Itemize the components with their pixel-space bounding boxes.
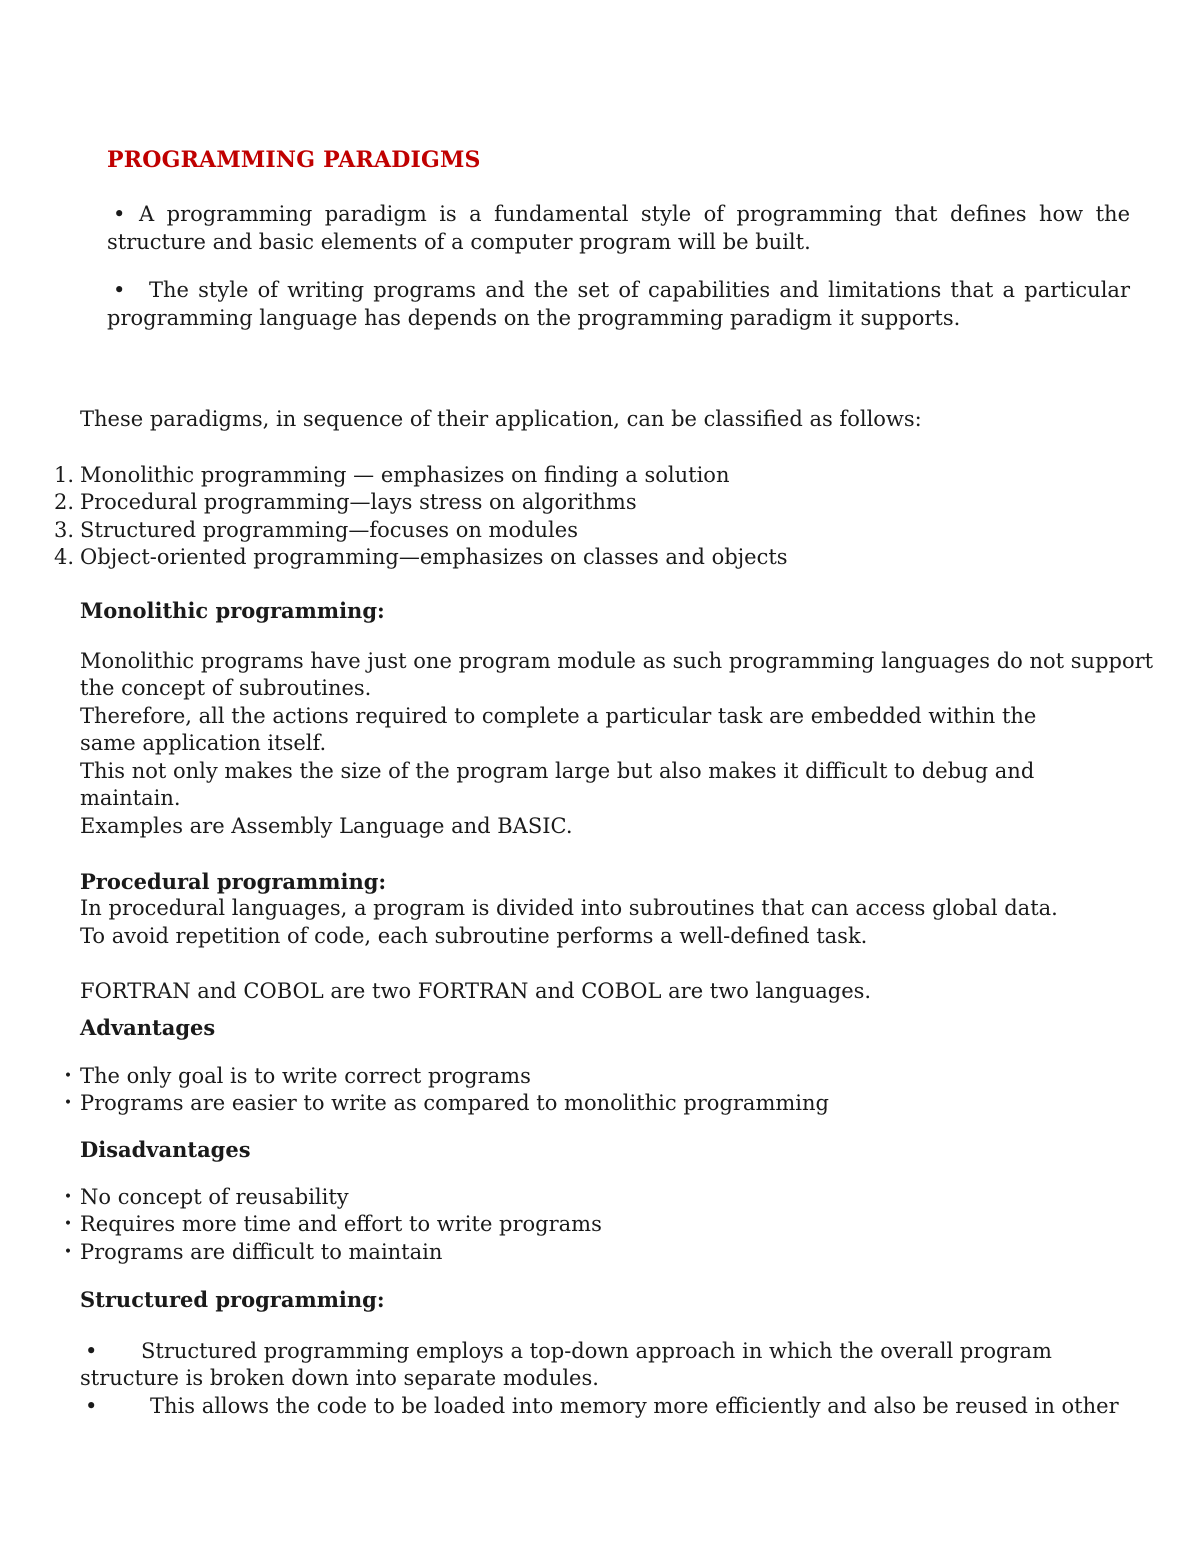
advantages-heading: Advantages	[80, 1015, 216, 1040]
procedural-heading: Procedural programming:	[80, 869, 387, 894]
list-item-text: Procedural programming—lays stress on algorithms	[80, 490, 637, 514]
list-number: 4.	[53, 545, 74, 569]
procedural-languages: FORTRAN and COBOL are two FORTRAN and COBOL are two languages.	[80, 979, 872, 1003]
bullet-icon: •	[63, 1189, 73, 1205]
bullet-icon: •	[63, 1068, 73, 1084]
monolithic-line: the concept of subroutines.	[80, 676, 372, 700]
page-title: PROGRAMMING PARADIGMS	[107, 147, 481, 173]
bullet-icon: •	[85, 1394, 98, 1418]
intro-bullet-2	[107, 277, 1130, 332]
bullet-icon: •	[63, 1244, 73, 1260]
list-number: 2.	[53, 490, 74, 514]
monolithic-line: This not only makes the size of the program large but also makes it difficult to debug and	[80, 759, 1035, 783]
list-item: Requires more time and effort to write programs	[80, 1212, 602, 1236]
bullet-icon: •	[113, 278, 126, 302]
bullet-icon: •	[113, 202, 126, 226]
list-item: Programs are difficult to maintain	[80, 1240, 443, 1264]
procedural-line: In procedural languages, a program is divided into subroutines that can access global data.	[80, 896, 1058, 920]
list-number: 3.	[53, 518, 74, 542]
structured-bullet-text: Structured programming employs a top-down approach in which the overall program	[141, 1339, 1052, 1363]
monolithic-line: Examples are Assembly Language and BASIC.	[80, 814, 573, 838]
procedural-line: To avoid repetition of code, each subroutine performs a well-defined task.	[80, 924, 868, 948]
monolithic-line: maintain.	[80, 786, 181, 810]
monolithic-line: Monolithic programs have just one program module as such programming languages do not support	[80, 649, 1154, 673]
list-item-text: Object-oriented programming—emphasizes on classes and objects	[80, 545, 788, 569]
intro-bullet-text: A programming paradigm is a fundamental style of programming that defines how the structure and basic elements of a computer program will be built.	[107, 202, 1130, 254]
intro-bullet-text: The style of writing programs and the set of capabilities and limitations that a particular programming language has depends on the programming paradigm it supports.	[107, 278, 1130, 330]
structured-heading: Structured programming:	[80, 1287, 385, 1312]
list-item: The only goal is to write correct programs	[80, 1064, 531, 1088]
structured-bullet-text: structure is broken down into separate modules.	[80, 1366, 599, 1390]
monolithic-line: same application itself.	[80, 731, 327, 755]
list-item: No concept of reusability	[80, 1185, 349, 1209]
classification-intro: These paradigms, in sequence of their application, can be classified as follows:	[80, 407, 922, 431]
structured-bullet-text: This allows the code to be loaded into memory more efficiently and also be reused in other	[150, 1394, 1119, 1418]
list-item: Programs are easier to write as compared to monolithic programming	[80, 1091, 829, 1115]
list-item-text: Monolithic programming — emphasizes on finding a solution	[80, 463, 730, 487]
disadvantages-heading: Disadvantages	[80, 1137, 251, 1162]
monolithic-line: Therefore, all the actions required to complete a particular task are embedded within the	[80, 704, 1037, 728]
monolithic-heading: Monolithic programming:	[80, 598, 385, 623]
bullet-icon: •	[63, 1216, 73, 1232]
list-number: 1.	[53, 463, 74, 487]
intro-bullet-1	[107, 201, 1130, 256]
bullet-icon: •	[85, 1339, 98, 1363]
bullet-icon: •	[63, 1095, 73, 1111]
list-item-text: Structured programming—focuses on modules	[80, 518, 578, 542]
